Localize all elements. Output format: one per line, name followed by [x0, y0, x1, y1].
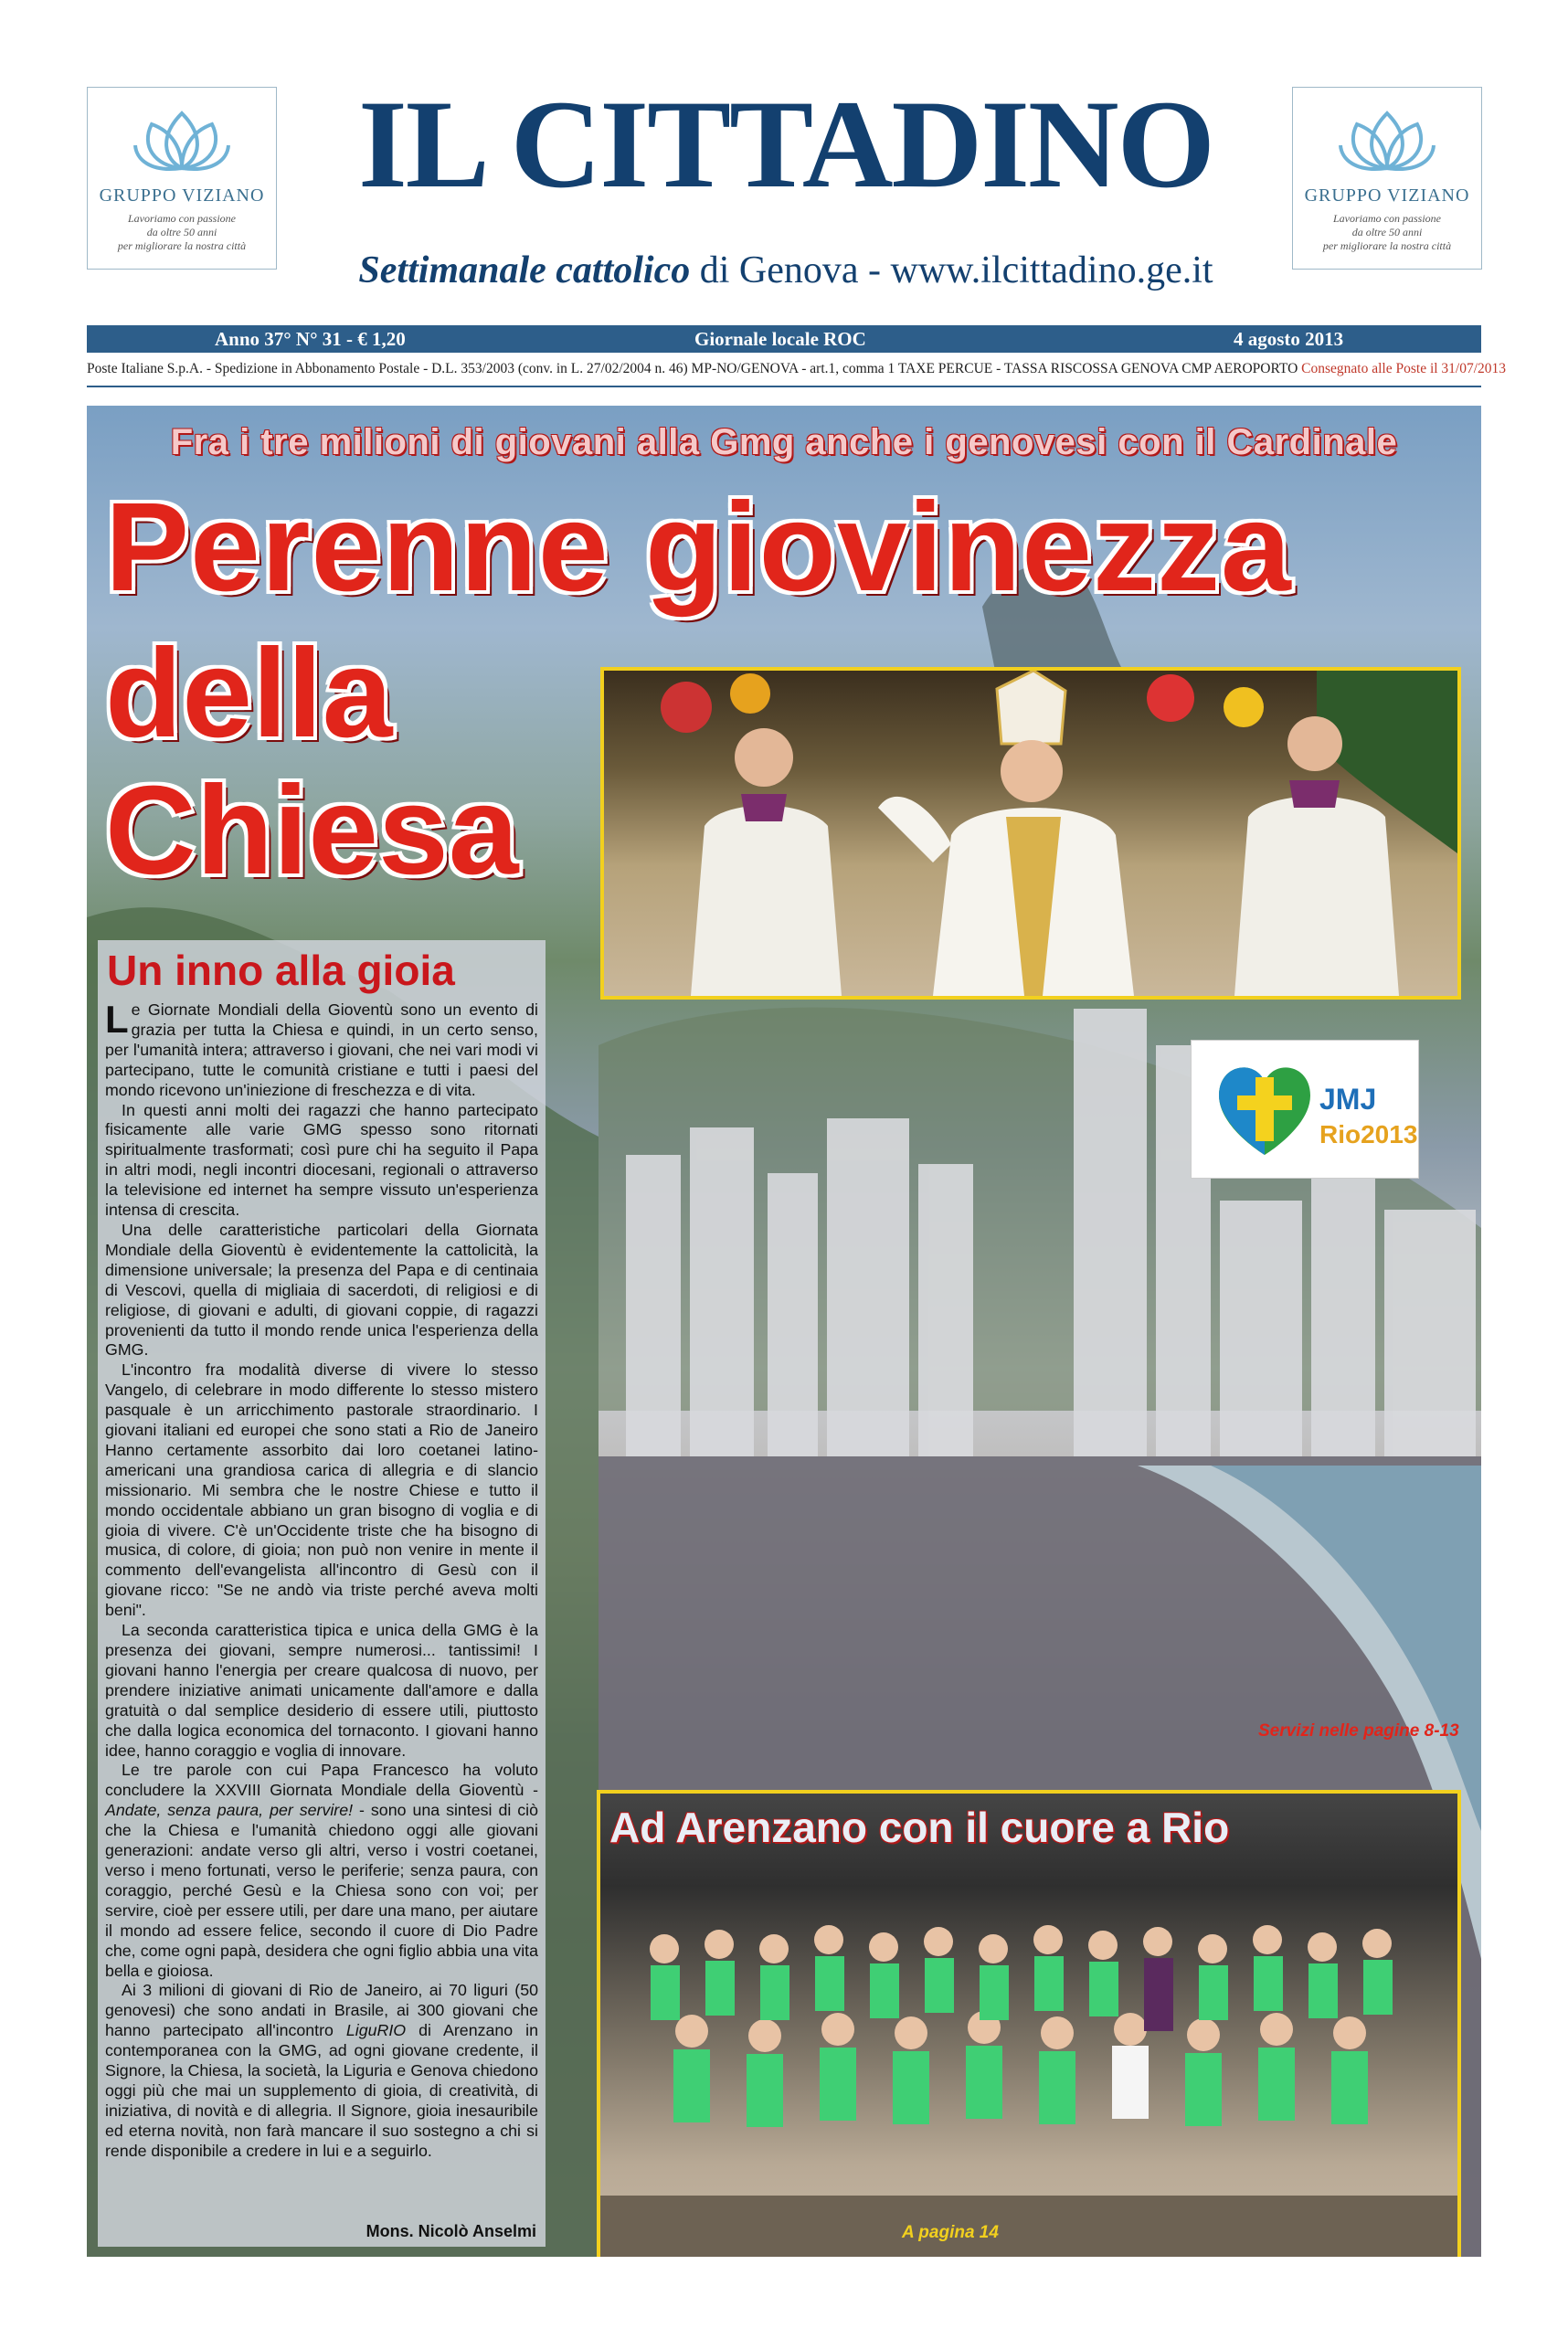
roc-label: Giornale locale ROC [694, 328, 866, 350]
ad-name: GRUPPO VIZIANO [1304, 185, 1470, 206]
drop-cap: L [105, 998, 129, 1041]
jmj-rio2013-logo [1191, 1040, 1419, 1179]
headline-line-3: Chiesa [105, 760, 519, 901]
cover-photo [87, 406, 1481, 2257]
arenzano-page-link[interactable]: A pagina 14 [902, 2223, 999, 2242]
headline-line-2: della [105, 623, 393, 764]
issue-date: 4 agosto 2013 [1234, 328, 1344, 350]
ad-name: GRUPPO VIZIANO [99, 185, 265, 206]
ad-gruppo-viziano-right[interactable] [1292, 87, 1482, 270]
issue-number: Anno 37° N° 31 - € 1,20 [215, 328, 406, 350]
ad-tagline: Lavoriamo con passione da oltre 50 anni per migliorare la nostra città [1322, 212, 1452, 252]
pope-photo[interactable] [600, 667, 1461, 1000]
group-of-young-people-image [600, 1794, 1457, 2257]
article-body: Le Giornate Mondiali della Gioventù sono un evento di grazia per tutta la Chiesa e quindi, in un certo senso, per l'umanità intera; attraverso i giovani, che nei vari modi vi partecipano, tutte le comunità cristiane e tutti i paesi del mondo ricevono un'iniezione di freschezza e di vita. In questi anni molti dei ragazzi che hanno partecipato fisicamente alle varie GMG spesso sono ritornati spiritualmente trasformati; così pure chi ha seguito il Papa in altri modi, negli incontri diocesani, regionali o attraverso la televisione ed internet ha sempre vissuto un'esperienza intensa di crescita. Una delle caratteristiche particolari della Giornata Mondiale della Gioventù è evidentemente la cattolicità, la dimensione universale; la presenza del Papa e di centinaia di Vescovi, quella di migliaia di sacerdoti, di religiosi e di religiose, di giovani e adulti, di giovani coppie, di ragazzi provenienti da tutto il mondo rende unica l'esperienza della GMG. L'incontro fra modalità diverse di vivere lo stesso Vangelo, di celebrare in modo differente lo stesso mistero pasquale è un arricchimento pastorale straordinario. I giovani italiani ed europei che sono stati a Rio de Janeiro Hanno certamente assorbito dai loro coetanei latino-americani una grandiosa carica di allegria e di slancio missionario. Mi sembra che le nostre Chiese e tutto il mondo occidentale abbiano un gran bisogno di voglia e di gioia di vivere. C'è un'Occidente triste che ha bisogno di musica, di colore, di gioia; non può non venire in mente il commento dell'evangelista all'incontro di Gesù con il giovane ricco: "Se ne andò via triste perché aveva molti beni". La seconda caratteristica tipica e unica della GMG è la presenza dei giovani, sempre numerosi... tantissimi! I giovani hanno l'energia per creare qualcosa di nuovo, per prendere iniziative animati unicamente dall'amore e dalla gratuità o dal semplice desiderio di essere utili, piuttosto che dalla logica economica del tornaconto. I giovani hanno idee, hanno coraggio e voglia di innovare. Le tre parole con cui Papa Francesco ha voluto concludere la XXVIII Giornata Mondiale della Gioventù - Andate, senza paura, per servire! - sono una sintesi di ciò che la Chiesa e l'umanità chiedono oggi alle giovani generazioni: andate verso gli altri, verso i vostri coetanei, verso i meno fortunati, verso le periferie; senza paura, con coraggio, perché Gesù e la Chiesa sono con voi; per servire, cioè per essere utili, per dare una mano, per aiutare il mondo ad essere felice, secondo il cuore di Dio Padre che, come ogni papà, desidera che ogni figlio abbia una vita bella e gioiosa. Ai 3 milioni di giovani di Rio de Janeiro, ai 70 liguri (50 genovesi) che sono andati in Brasile, ai 300 giovani che hanno partecipato all'incontro LiguRIO di Arenzano in contemporanea con la GMG, ad ogni giovane credente, il Signore, la Chiesa, la società, la Liguria e Genova chiedono oggi più che mai un supplemento di gioia, di creatività, di iniziativa, di novità e di allegria. Il Signore, gioia inesauribile ed eterna novità, non farà mancare il suo sostegno a chi si rende disponibile a credere in lui e a seguirlo. [105, 998, 538, 2160]
pope-with-prelates-image [604, 671, 1457, 996]
arenzano-title: Ad Arenzano con il cuore a Rio [609, 1804, 1230, 1851]
issue-info-bar [87, 325, 1481, 353]
ad-tagline: Lavoriamo con passione da oltre 50 anni per migliorare la nostra città [117, 212, 247, 252]
jmj-heart-cross-icon [1192, 1041, 1418, 1178]
lotus-logo-icon [132, 104, 232, 177]
postal-notice: Poste Italiane S.p.A. - Spedizione in Abbonamento Postale - D.L. 353/2003 (conv. in L. 27/02/2004 n. 46) MP-NO/GENOVA - art.1, comma 1 TAXE PERCUE - TASSA RISCOSSA GENOVA CMP AEROPORTO Consegnato alle Poste il 31/07/2013 [87, 361, 1507, 376]
article-title: Un inno alla gioia [107, 947, 455, 994]
divider [87, 386, 1481, 387]
editorial-article [98, 940, 546, 2247]
masthead-title: IL CITTADINO [358, 74, 1213, 214]
ad-gruppo-viziano-left[interactable] [87, 87, 277, 270]
jmj-year-text: Rio2013 [1319, 1120, 1418, 1148]
arenzano-photo[interactable] [597, 1790, 1461, 2257]
services-pages-link[interactable]: Servizi nelle pagine 8-13 [1258, 1721, 1459, 1741]
website-link[interactable]: www.ilcittadino.ge.it [890, 249, 1213, 291]
kicker: Fra i tre milioni di giovani alla Gmg anche i genovesi con il Cardinale [170, 422, 1398, 462]
article-signature: Mons. Nicolò Anselmi [366, 2222, 536, 2240]
jmj-text: JMJ [1319, 1083, 1377, 1116]
lotus-logo-icon [1337, 104, 1437, 177]
headline-line-1: Perenne giovinezza [105, 477, 1292, 618]
masthead-subtitle: Settimanale cattolico di Genova - www.ilcittadino.ge.it [358, 249, 1213, 291]
